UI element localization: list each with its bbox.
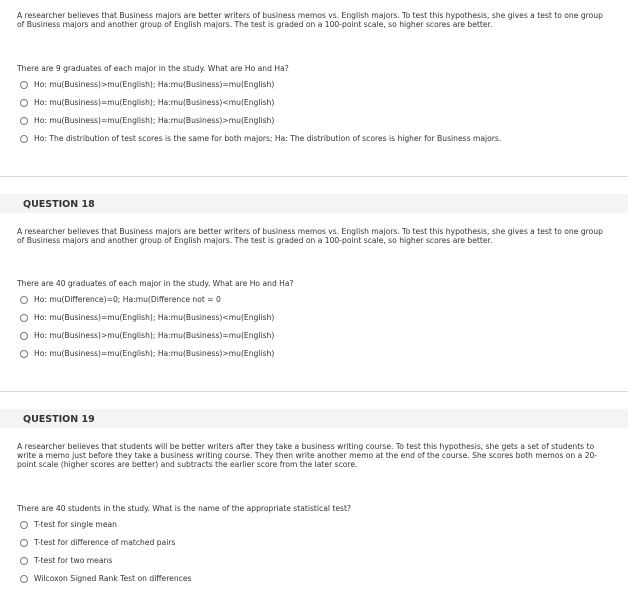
q18-prompt: There are 40 graduates of each major in the study. What are Ho and Ha? (17, 279, 294, 288)
radio-button[interactable] (20, 314, 28, 322)
separator (0, 176, 628, 177)
radio-button[interactable] (20, 296, 28, 304)
q18-option-1[interactable] (20, 294, 221, 306)
separator (0, 391, 628, 392)
option-label: Ho: mu(Business)>mu(English); Ha:mu(Business)=mu(English) (34, 331, 275, 340)
option-label: T-test for two means (34, 556, 113, 565)
q18-option-3[interactable] (20, 330, 274, 342)
radio-button[interactable] (20, 332, 28, 340)
q18-scenario: A researcher believes that Business majors are better writers of business memos vs. English majors. To test this hypothesis, she gives a test to one group of Business majors and another group of English majors. The test is graded on a 100-point scale, so higher scores are better. (17, 227, 603, 246)
q17-scenario: A researcher believes that Business majors are better writers of business memos vs. English majors. To test this hypothesis, she gives a test to one group of Business majors and another group of English majors. The test is graded on a 100-point scale, so higher scores are better. (17, 11, 603, 30)
radio-button[interactable] (20, 521, 28, 529)
q17-option-3[interactable] (20, 115, 274, 127)
option-label: Ho: mu(Business)>mu(English); Ha:mu(Business)=mu(English) (34, 80, 275, 89)
radio-button[interactable] (20, 81, 28, 89)
question-title: QUESTION 19 (23, 414, 95, 425)
q19-option-1[interactable] (20, 519, 117, 531)
option-label: Ho: mu(Business)=mu(English); Ha:mu(Business)>mu(English) (34, 116, 275, 125)
radio-button[interactable] (20, 99, 28, 107)
q18-option-4[interactable] (20, 348, 274, 360)
option-label: T-test for difference of matched pairs (34, 538, 176, 547)
question-header (0, 409, 628, 428)
option-label: Ho: mu(Difference)=0; Ha:mu(Difference not = 0 (34, 295, 221, 304)
q17-option-2[interactable] (20, 97, 274, 109)
question-title: QUESTION 18 (23, 199, 95, 210)
q18-option-2[interactable] (20, 312, 274, 324)
option-label: Ho: mu(Business)=mu(English); Ha:mu(Business)>mu(English) (34, 349, 275, 358)
q17-option-1[interactable] (20, 79, 274, 91)
q17-prompt: There are 9 graduates of each major in the study. What are Ho and Ha? (17, 64, 289, 73)
q19-option-2[interactable] (20, 537, 175, 549)
option-label: Ho: The distribution of test scores is the same for both majors; Ha: The distribution of scores is higher for Business majors. (34, 134, 502, 143)
question-header (0, 194, 628, 213)
q19-option-3[interactable] (20, 555, 112, 567)
option-label: Ho: mu(Business)=mu(English); Ha:mu(Business)<mu(English) (34, 98, 275, 107)
option-label: T-test for single mean (34, 520, 117, 529)
radio-button[interactable] (20, 117, 28, 125)
radio-button[interactable] (20, 539, 28, 547)
q19-prompt: There are 40 students in the study. What is the name of the appropriate statistical test? (17, 504, 351, 513)
q17-option-4[interactable] (20, 133, 501, 145)
option-label: Ho: mu(Business)=mu(English); Ha:mu(Business)<mu(English) (34, 313, 275, 322)
option-label: Wilcoxon Signed Rank Test on differences (34, 574, 192, 583)
radio-button[interactable] (20, 557, 28, 565)
radio-button[interactable] (20, 135, 28, 143)
q19-scenario: A researcher believes that students will be better writers after they take a business writing course. To test this hypothesis, she gets a set of students to write a memo just before they take a business writing course. They then write another memo at the end of the course. She scores both memos on a 20-point scale (higher scores are better) and subtracts the earlier score from the later score. (17, 442, 598, 470)
radio-button[interactable] (20, 350, 28, 358)
radio-button[interactable] (20, 575, 28, 583)
q19-option-4[interactable] (20, 573, 191, 585)
